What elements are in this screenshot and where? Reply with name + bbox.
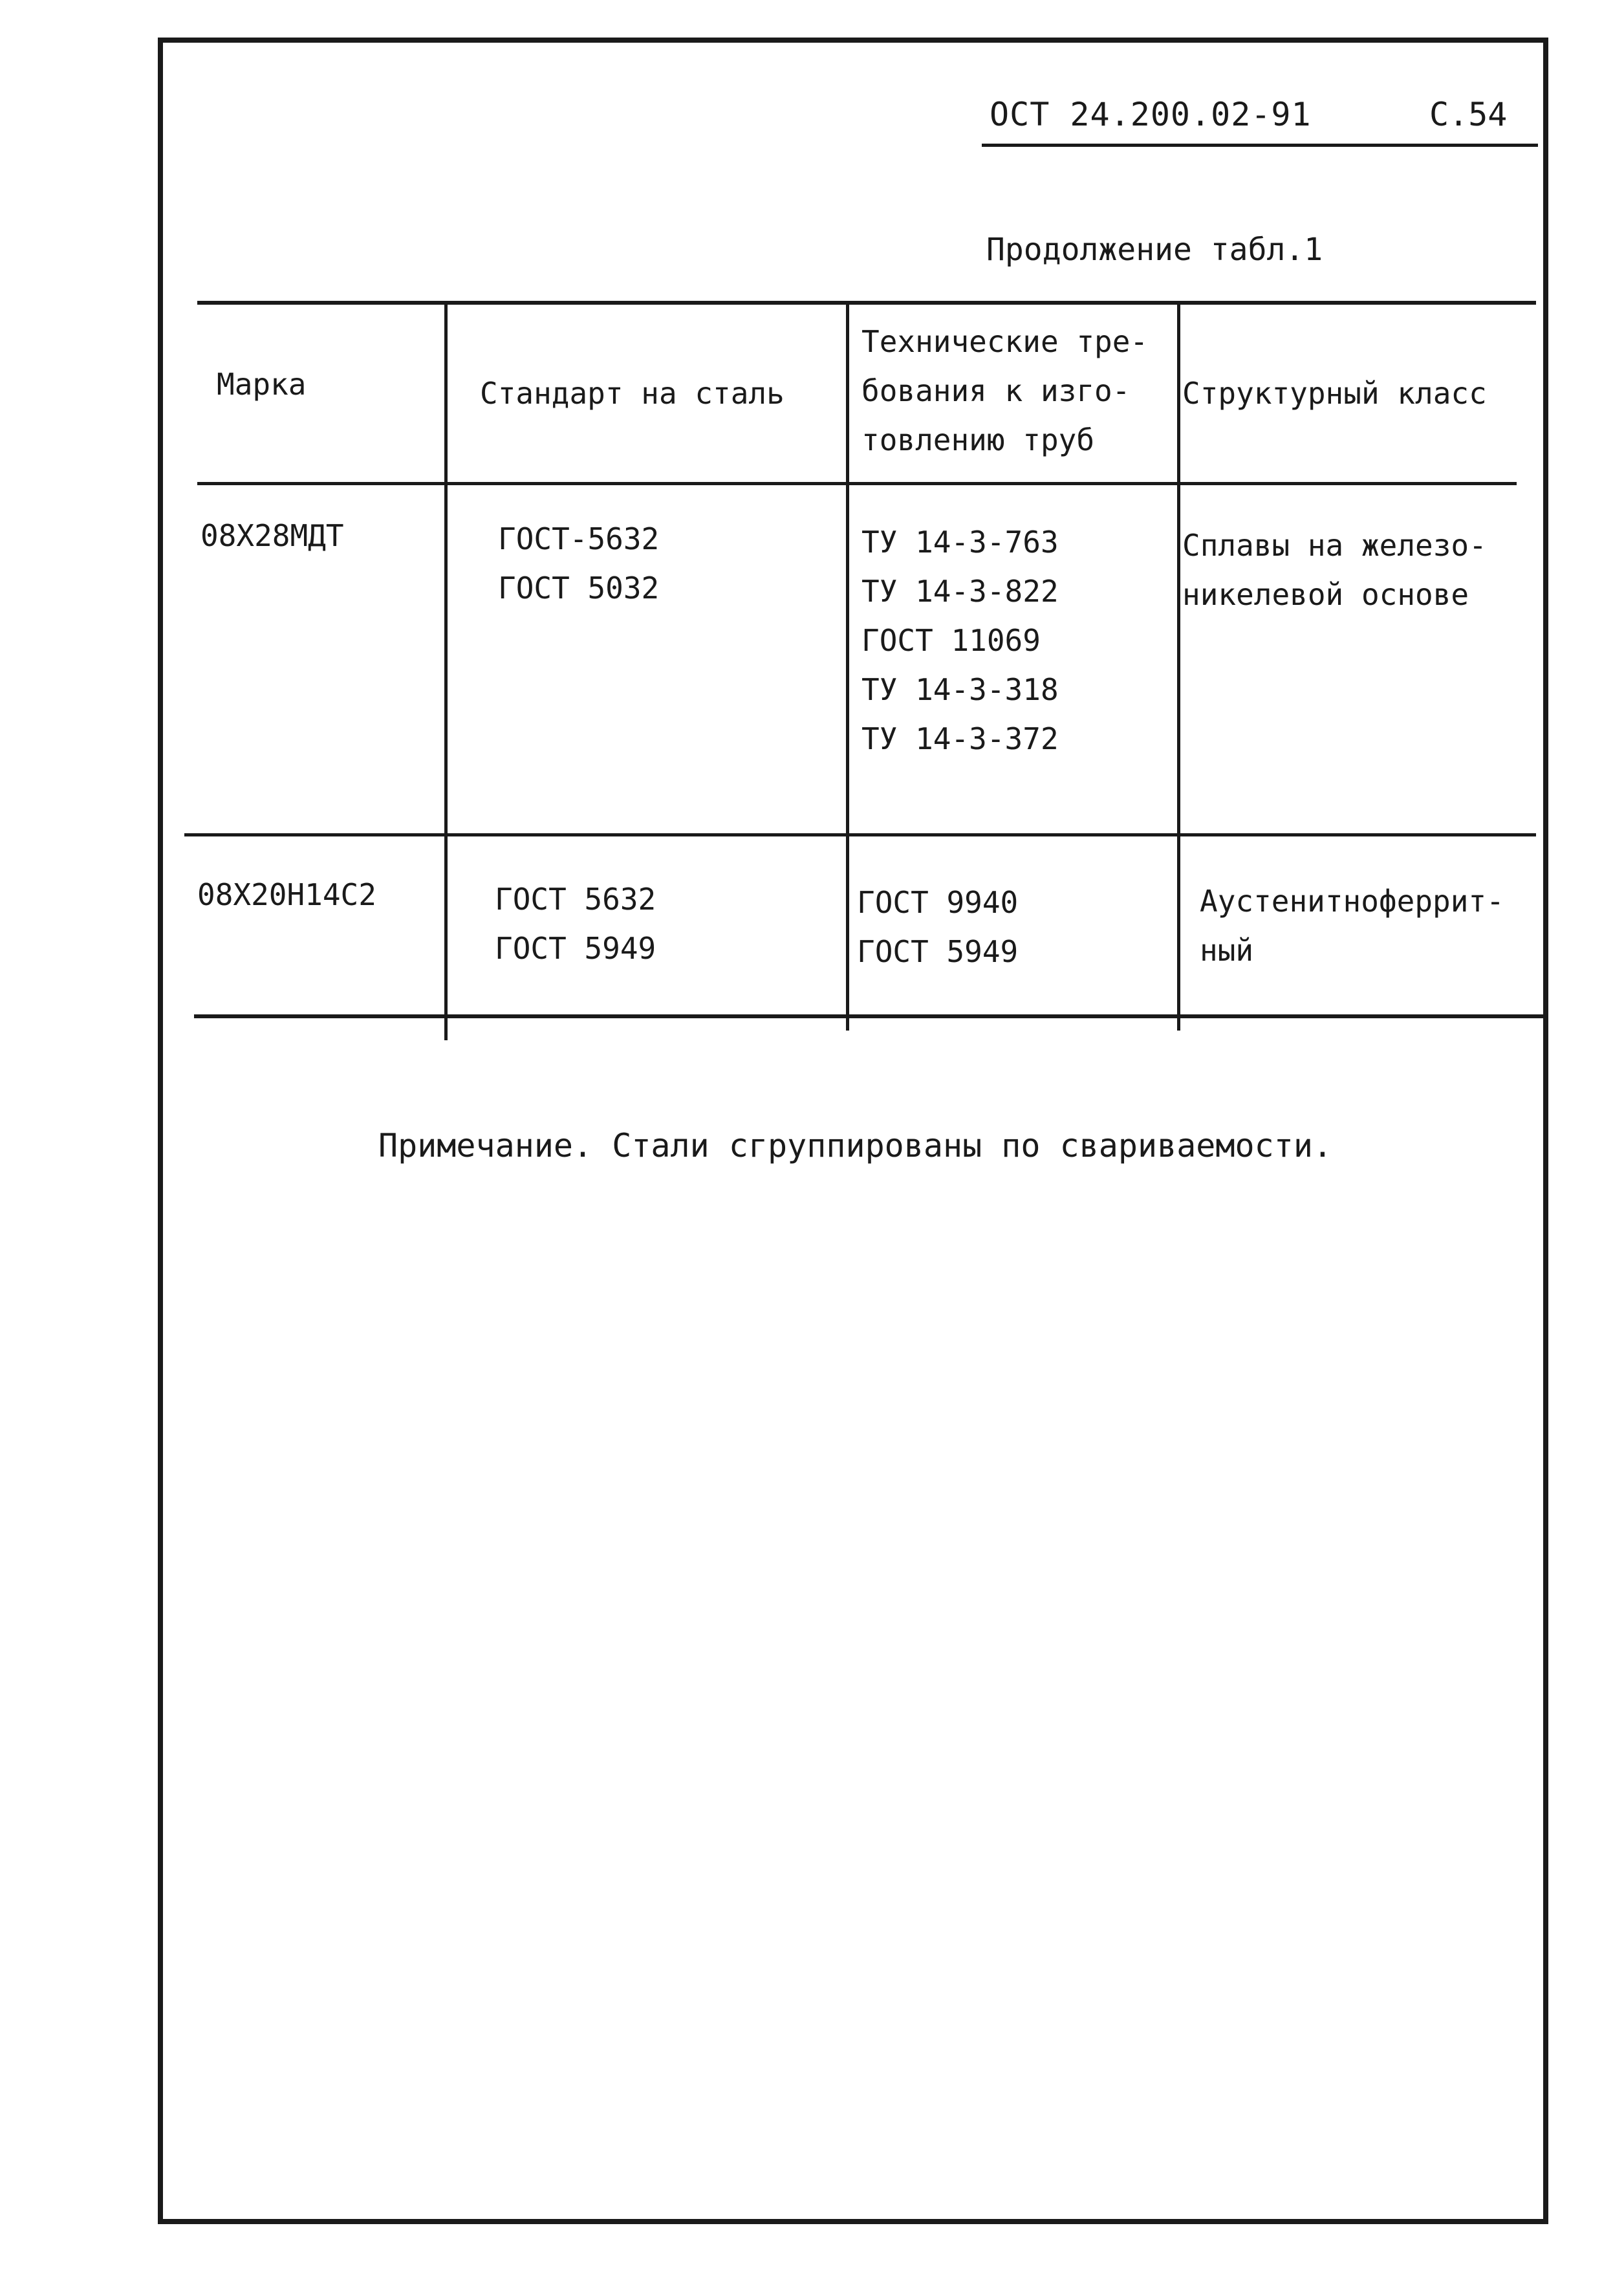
table-column-divider: [444, 303, 448, 1040]
table-note: Примечание. Стали сгруппированы по свариваемости.: [378, 1127, 1333, 1164]
document-code: ОСТ 24.200.02-91: [990, 96, 1312, 133]
table-cell-requirements: ГОСТ 9940 ГОСТ 5949: [857, 885, 1019, 969]
table-cell-class: Аустенитноферрит- ный: [1200, 884, 1504, 968]
table-header-rule: [197, 482, 1517, 485]
column-header-class: Структурный класс: [1182, 376, 1487, 411]
table-cell-requirements: ТУ 14-3-763 ТУ 14-3-822 ГОСТ 11069 ТУ 14-3-318 ТУ 14-3-372: [861, 525, 1059, 756]
column-header-requirements: Технические тре- бования к изго- товлению труб: [861, 324, 1149, 457]
column-header-standard: Стандарт на сталь: [480, 376, 785, 411]
column-header-grade: Марка: [217, 367, 307, 402]
table-column-divider: [846, 303, 849, 1031]
header-underline: [982, 144, 1538, 147]
page-number: С.54: [1429, 96, 1508, 133]
table-cell-standard: ГОСТ 5632 ГОСТ 5949: [495, 882, 656, 966]
table-cell-standard: ГОСТ-5632 ГОСТ 5032: [498, 521, 660, 606]
table-cell-class: Сплавы на железо- никелевой основе: [1182, 528, 1487, 612]
table-row-divider: [184, 833, 1536, 836]
table-bottom-rule: [194, 1014, 1546, 1018]
table-column-divider: [1177, 303, 1180, 1031]
table-continuation-caption: Продолжение табл.1: [986, 232, 1323, 268]
table-cell-grade: 08Х20Н14С2: [197, 877, 376, 912]
table-top-rule: [197, 301, 1536, 305]
table-cell-grade: 08Х28МДТ: [200, 518, 344, 553]
